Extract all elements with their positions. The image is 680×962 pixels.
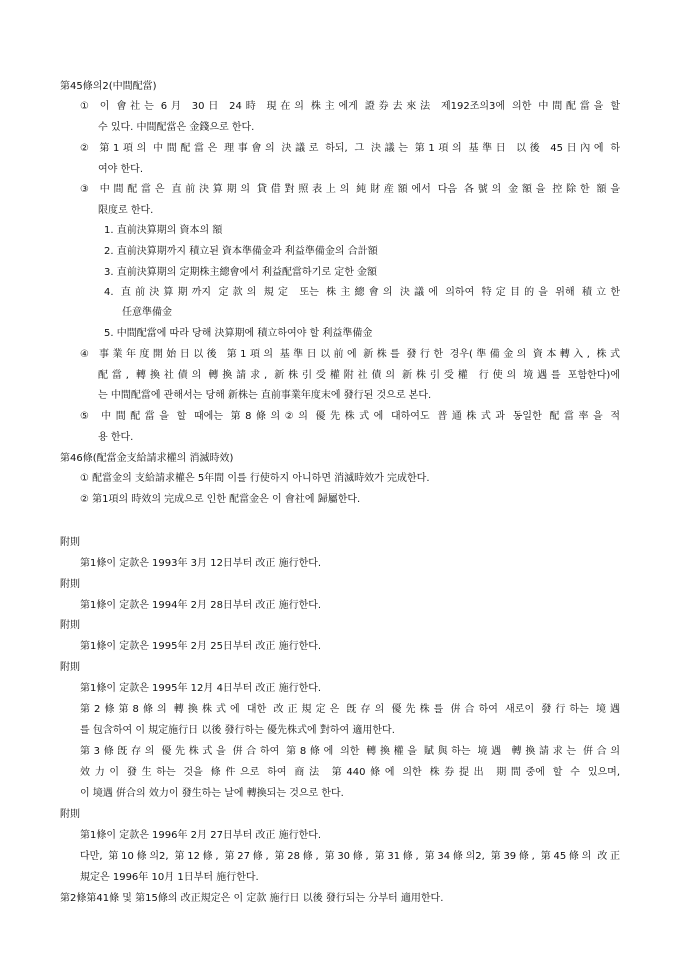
article-45-2-item-4-line-2: 配當, 轉換社債의 轉換請求, 新株引受權附社債의 新株引受權 行使의 境遇를 포함한다)에 bbox=[98, 370, 620, 381]
article-45-2-subitem-4-line-2: 任意準備金 bbox=[122, 307, 172, 318]
addendum-1-line-1: 第1條이 定款은 1993年 3月 12日부터 改正 施行한다. bbox=[80, 558, 322, 569]
addendum-5-line-1: 第1條이 定款은 1996年 2月 27日부터 改正 施行한다. bbox=[80, 830, 322, 841]
article-45-2-item-1-line-1: ① 이 會社는 6月 30日 24時 現在의 株主에게 證券去來法 제192조의3에 의한 中間配當을 할 bbox=[80, 101, 620, 112]
addendum-5-line-3: 規定은 1996年 10月 1日부터 施行한다. bbox=[80, 872, 259, 883]
addendum-5-heading: 附則 bbox=[60, 809, 80, 820]
addendum-4-line-5: 效力이 發生하는 것을 條件으로 하여 商法 第440條에 의한 株券提出 期間중에 할 수 있으며, bbox=[80, 767, 620, 778]
article-46-item-2: ② 第1項의 時效의 完成으로 인한 配當金은 이 會社에 歸屬한다. bbox=[80, 494, 361, 505]
addendum-4-line-3: 를 包含하여 이 規定施行日 以後 發行하는 優先株式에 對하여 適用한다. bbox=[80, 725, 395, 736]
addendum-4-line-1: 第1條이 定款은 1995年 12月 4日부터 改正 施行한다. bbox=[80, 683, 322, 694]
article-45-2-subitem-5: 5. 中間配當에 따라 당해 決算期에 積立하여야 할 利益準備金 bbox=[104, 328, 373, 339]
addendum-2-line-1: 第1條이 定款은 1994年 2月 28日부터 改正 施行한다. bbox=[80, 600, 322, 611]
addendum-3-line-1: 第1條이 定款은 1995年 2月 25日부터 改正 施行한다. bbox=[80, 641, 322, 652]
article-45-2-item-3-line-2: 限度로 한다. bbox=[98, 205, 154, 216]
article-45-2-item-5-line-2: 용 한다. bbox=[98, 432, 134, 443]
addendum-5-line-2: 다만, 第10條의2, 第12條, 第27條, 第28條, 第30條, 第31條, 第34條의2, 第39條, 第45條의 改正 bbox=[80, 851, 620, 862]
article-45-2-item-5-line-1: ⑤ 中間配當을 할 때에는 第8條의②의 優先株式에 대하여도 普通株式과 동일한 配當率을 적 bbox=[80, 411, 620, 422]
article-45-2-subitem-2: 2. 直前決算期까지 積立된 資本準備金과 利益準備金의 合計額 bbox=[104, 246, 378, 257]
addendum-4-heading: 附則 bbox=[60, 662, 80, 673]
article-45-2-subitem-4-line-1: 4. 直前決算期까지 定款의 規定 또는 株主總會의 決議에 의하여 特定目的을 위해 積立한 bbox=[104, 287, 620, 298]
article-45-2-item-4-line-1: ④ 事業年度開始日以後 第1項의 基準日以前에 新株를 發行한 경우(準備金의 資本轉入, 株式 bbox=[80, 349, 620, 360]
addendum-1-heading: 附則 bbox=[60, 537, 80, 548]
article-45-2-item-2-line-1: ② 第1項의 中間配當은 理事會의 決議로 하되, 그 決議는 第1項의 基準日 以後 45日內에 하 bbox=[80, 143, 620, 154]
article-45-2-item-2-line-2: 여야 한다. bbox=[98, 164, 143, 175]
article-46-heading: 第46條(配當金支給請求權의 消滅時效) bbox=[60, 453, 234, 464]
addendum-3-heading: 附則 bbox=[60, 620, 80, 631]
addendum-2-heading: 附則 bbox=[60, 579, 80, 590]
article-45-2-heading: 第45條의2(中間配當) bbox=[60, 81, 157, 92]
addendum-4-line-2: 第2條第8條의 轉換株式에 대한 改正規定은 旣存의 優先株를 倂合하여 새로이 發行하는 境遇 bbox=[80, 704, 620, 715]
article-45-2-subitem-1: 1. 直前決算期의 資本의 額 bbox=[104, 225, 223, 236]
article-45-2-subitem-3: 3. 直前決算期의 定期株主總會에서 利益配當하기로 定한 金額 bbox=[104, 267, 378, 278]
article-46-item-1: ① 配當金의 支給請求權은 5年間 이를 行使하지 아니하면 消滅時效가 完成한다. bbox=[80, 473, 430, 484]
addendum-4-line-6: 이 境遇 倂合의 效力이 發生하는 날에 轉換되는 것으로 한다. bbox=[80, 788, 344, 799]
article-45-2-item-3-line-1: ③ 中間配當은 直前決算期의 貸借對照表上의 純財産額에서 다음 各號의 金額을 控除한 額을 bbox=[80, 184, 620, 195]
addendum-4-line-4: 第3條旣存의 優先株式을 倂合하여 第8條에 의한 轉換權을 賦與하는 境遇 轉換請求는 倂合의 bbox=[80, 746, 620, 757]
final-line: 第2條第41條 및 第15條의 改正規定은 이 定款 施行日 以後 發行되는 分부터 適用한다. bbox=[60, 893, 444, 904]
article-45-2-item-4-line-3: 는 中間配當에 관해서는 당해 新株는 直前事業年度末에 發行된 것으로 본다. bbox=[98, 390, 432, 401]
article-45-2-item-1-line-2: 수 있다. 中間配當은 金錢으로 한다. bbox=[98, 122, 255, 133]
